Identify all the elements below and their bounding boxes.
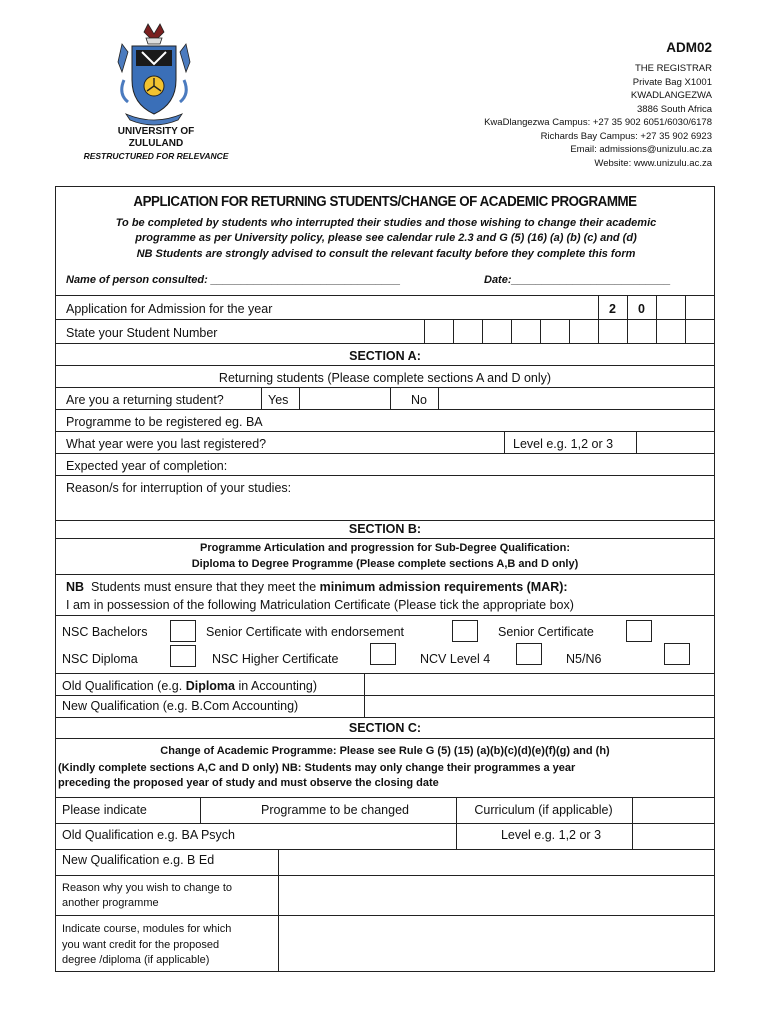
possession-text: I am in possession of the following Matriculation Certificate (Please tick the appropriate box) — [66, 598, 574, 612]
address-line: Private Bag X1001 — [632, 76, 712, 88]
no-checkbox[interactable] — [439, 388, 714, 408]
programme-registered-field[interactable]: Programme to be registered eg. BA — [66, 415, 263, 429]
section-c-heading: SECTION C: — [348, 721, 422, 735]
senior-cert-endorsement-checkbox[interactable] — [452, 620, 478, 642]
student-number-label: State your Student Number — [66, 326, 218, 340]
form-intro: To be completed by students who interrupted their studies and those wishing to change their academic programme as per University policy, please see calendar rule 2.3 and G (5) (16) (a) (b) (c) and (d) — [115, 217, 657, 244]
nsc-bachelors-label: NSC Bachelors — [62, 625, 148, 639]
address-line: KwaDlangezwa Campus: +27 35 902 6051/6030/6178 — [484, 117, 712, 128]
n5-n6-checkbox[interactable] — [664, 643, 690, 665]
university-name: UNIVERSITY OF ZULULAND — [117, 126, 195, 149]
no-label: No — [411, 393, 427, 407]
nsc-diploma-label: NSC Diploma — [62, 652, 138, 666]
admission-year-label: Application for Admission for the year — [66, 302, 273, 316]
year-digit-1: 2 — [609, 302, 616, 316]
level-label: Level e.g. 1,2 or 3 — [513, 437, 614, 451]
application-form — [55, 186, 715, 972]
nsc-higher-cert-label: NSC Higher Certificate — [212, 652, 339, 666]
form-title: APPLICATION FOR RETURNING STUDENTS/CHANGE OF ACADEMIC PROGRAMME — [133, 194, 637, 210]
year-digit-3-box[interactable] — [657, 296, 685, 318]
consult-date-field[interactable]: Date:__________________________ — [484, 274, 671, 286]
curriculum-input[interactable] — [633, 798, 714, 822]
university-tagline: RESTRUCTURED FOR RELEVANCE — [83, 151, 229, 161]
senior-certificate-label: Senior Certificate — [498, 625, 594, 639]
consult-notice: NB Students are strongly advised to consult the relevant faculty before they complete this form — [136, 248, 636, 260]
ncv-level4-checkbox[interactable] — [516, 643, 542, 665]
nsc-diploma-checkbox[interactable] — [170, 645, 196, 667]
ncv-level4-label: NCV Level 4 — [420, 652, 491, 666]
interruption-reason-field[interactable]: Reason/s for interruption of your studies: — [66, 481, 292, 495]
section-b-subheading-1: Programme Articulation and progression for Sub-Degree Qualification: — [200, 542, 570, 554]
registrar-address — [484, 62, 712, 170]
year-digit-2: 0 — [638, 302, 645, 316]
address-line: 3886 South Africa — [637, 103, 712, 115]
section-c-line-1: Change of Academic Programme: Please see Rule G (5) (15) (a)(b)(c)(d)(e)(f)(g) and (h) — [160, 745, 610, 757]
please-indicate-label: Please indicate — [62, 803, 147, 817]
change-reason-label: Reason why you wish to change to another programme — [62, 882, 232, 909]
address-line: Richards Bay Campus: +27 35 902 6923 — [540, 130, 712, 142]
credit-modules-input[interactable] — [279, 916, 714, 971]
mar-notice: NB Students must ensure that they meet the minimum admission requirements (MAR): — [66, 580, 568, 594]
address-line: THE REGISTRAR — [634, 63, 712, 74]
programme-to-change-label: Programme to be changed — [260, 803, 409, 817]
student-number-input[interactable] — [425, 320, 714, 342]
curriculum-label: Curriculum (if applicable) — [474, 803, 613, 817]
new-qualification-field[interactable]: New Qualification (e.g. B.Com Accounting) — [62, 699, 299, 713]
yes-checkbox[interactable] — [300, 388, 390, 408]
n5-n6-label: N5/N6 — [566, 652, 602, 666]
section-a-subheading: Returning students (Please complete sections A and D only) — [218, 371, 552, 385]
form-code: ADM02 — [666, 40, 712, 55]
section-c-line-2: (Kindly complete sections A,C and D only) NB: Students may only change their programmes a year — [58, 762, 576, 774]
university-crest-logo — [108, 22, 200, 126]
level-input[interactable] — [637, 432, 714, 452]
address-line: Website: www.unizulu.ac.za — [594, 157, 712, 169]
year-digit-4-box[interactable] — [686, 296, 714, 318]
section-b-subheading-2: Diploma to Degree Programme (Please complete sections A,B and D only) — [191, 558, 579, 570]
yes-label: Yes — [268, 393, 289, 407]
section-a-heading: SECTION A: — [349, 349, 421, 363]
new-qual-bed-field[interactable]: New Qualification e.g. B Ed — [62, 853, 215, 867]
level-change-input[interactable] — [633, 824, 714, 848]
old-qualification-field[interactable]: Old Qualification (e.g. Diploma in Accounting) — [62, 679, 318, 693]
nsc-higher-cert-checkbox[interactable] — [370, 643, 396, 665]
section-b-heading: SECTION B: — [348, 522, 422, 536]
expected-completion-field[interactable]: Expected year of completion: — [66, 459, 228, 473]
returning-student-question: Are you a returning student? — [66, 393, 224, 407]
address-line: Email: admissions@unizulu.ac.za — [570, 144, 712, 155]
address-line: KWADLANGEZWA — [630, 90, 712, 101]
nsc-bachelors-checkbox[interactable] — [170, 620, 196, 642]
last-registered-field[interactable]: What year were you last registered? — [66, 437, 267, 451]
change-reason-input[interactable] — [279, 876, 714, 914]
person-consulted-field[interactable]: Name of person consulted: _______________________________ — [66, 274, 401, 286]
level-change-label: Level e.g. 1,2 or 3 — [500, 828, 602, 842]
senior-certificate-checkbox[interactable] — [626, 620, 652, 642]
senior-cert-endorsement-label: Senior Certificate with endorsement — [206, 625, 405, 639]
section-c-line-3: preceding the proposed year of study and must observe the closing date — [58, 777, 439, 789]
old-qual-psych-field[interactable]: Old Qualification e.g. BA Psych — [62, 828, 236, 842]
credit-modules-label: Indicate course, modules for which you want credit for the proposed degree /diploma (if applicable) — [62, 923, 232, 966]
